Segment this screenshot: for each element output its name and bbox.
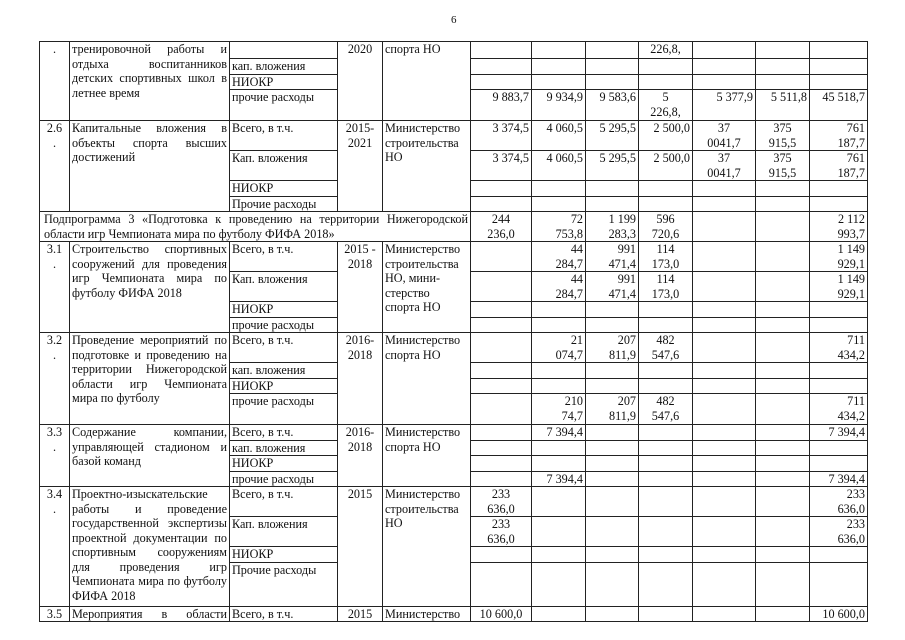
empty-cell — [756, 302, 810, 318]
expense-type — [230, 42, 338, 59]
empty-cell — [639, 181, 693, 197]
empty-cell — [756, 212, 810, 242]
empty-cell — [756, 562, 810, 606]
item-years: 2015 — [338, 487, 383, 607]
item-name: Проектно-изыскательские работы и проведение государственной экспертизы проектной документации по спортивным сооружениям для проведения игр Чемпионата мира по футболу ФИФА 2018 — [70, 487, 230, 607]
value-cell: 244 236,0 — [471, 212, 532, 242]
value-cell: 991 471,4 — [586, 242, 639, 272]
empty-cell — [586, 517, 639, 547]
empty-cell — [810, 74, 868, 90]
item-number: 3.1 . — [40, 242, 70, 333]
item-number: 3.2 . — [40, 333, 70, 425]
item-years: 2015 — [338, 606, 383, 622]
empty-cell — [532, 440, 586, 456]
empty-cell — [639, 440, 693, 456]
empty-cell — [532, 562, 586, 606]
empty-cell — [639, 59, 693, 75]
expense-type: Кап. вложения — [230, 151, 338, 181]
empty-cell — [532, 42, 586, 59]
empty-cell — [810, 317, 868, 333]
value-cell: 761 187,7 — [810, 151, 868, 181]
empty-cell — [471, 425, 532, 441]
empty-cell — [471, 440, 532, 456]
value-cell: 5 377,9 — [693, 90, 756, 121]
value-cell: 210 74,7 — [532, 394, 586, 425]
empty-cell — [756, 547, 810, 563]
item-years: 2016- 2018 — [338, 425, 383, 487]
item-number: . — [40, 42, 70, 121]
empty-cell — [586, 606, 639, 622]
empty-cell — [756, 487, 810, 517]
empty-cell — [471, 333, 532, 363]
item-executor: Министерство — [383, 606, 471, 622]
subprogram-title: Подпрограмма 3 «Подготовка к проведению на территории Нижегородской области игр Чемпионата мира по футболу ФИФА 2018» — [40, 212, 471, 242]
empty-cell — [639, 471, 693, 487]
value-cell: 4 060,5 — [532, 121, 586, 151]
empty-cell — [639, 606, 693, 622]
empty-cell — [471, 302, 532, 318]
empty-cell — [693, 425, 756, 441]
empty-cell — [471, 562, 532, 606]
empty-cell — [693, 333, 756, 363]
table-row — [40, 606, 868, 622]
empty-cell — [693, 42, 756, 59]
empty-cell — [693, 272, 756, 302]
empty-cell — [756, 272, 810, 302]
empty-cell — [471, 272, 532, 302]
expense-type: Кап. вложения — [230, 517, 338, 547]
empty-cell — [693, 181, 756, 197]
empty-cell — [586, 425, 639, 441]
empty-cell — [693, 363, 756, 379]
empty-cell — [810, 181, 868, 197]
empty-cell — [693, 547, 756, 563]
value-cell: 5 295,5 — [586, 121, 639, 151]
item-years: 2020 — [338, 42, 383, 121]
table-row — [40, 333, 868, 363]
item-years: 2015- 2021 — [338, 121, 383, 212]
value-cell: 114 173,0 — [639, 272, 693, 302]
empty-cell — [532, 59, 586, 75]
empty-cell — [471, 242, 532, 272]
empty-cell — [693, 378, 756, 394]
value-cell: 482 547,6 — [639, 333, 693, 363]
empty-cell — [586, 59, 639, 75]
expense-type: кап. вложения — [230, 440, 338, 456]
expense-type: Всего, в т.ч. — [230, 121, 338, 151]
empty-cell — [586, 378, 639, 394]
value-cell: 596 720,6 — [639, 212, 693, 242]
empty-cell — [586, 547, 639, 563]
empty-cell — [471, 471, 532, 487]
item-name: Мероприятия в области — [70, 606, 230, 622]
empty-cell — [810, 196, 868, 212]
item-name: Строительство спортивных сооружений для проведения игр Чемпионата мира по футболу ФИФА 2018 — [70, 242, 230, 333]
empty-cell — [756, 425, 810, 441]
value-cell: 375 915,5 — [756, 121, 810, 151]
item-executor: Министерство спорта НО — [383, 425, 471, 487]
program-table — [39, 41, 868, 622]
empty-cell — [639, 74, 693, 90]
empty-cell — [756, 181, 810, 197]
empty-cell — [810, 562, 868, 606]
empty-cell — [471, 196, 532, 212]
empty-cell — [586, 487, 639, 517]
empty-cell — [471, 547, 532, 563]
empty-cell — [586, 456, 639, 472]
expense-type: НИОКР — [230, 456, 338, 472]
empty-cell — [471, 363, 532, 379]
empty-cell — [532, 74, 586, 90]
value-cell: 711 434,2 — [810, 333, 868, 363]
empty-cell — [693, 487, 756, 517]
empty-cell — [756, 394, 810, 425]
table-row — [40, 242, 868, 272]
empty-cell — [586, 196, 639, 212]
value-cell: 114 173,0 — [639, 242, 693, 272]
value-cell: 1 149 929,1 — [810, 242, 868, 272]
empty-cell — [586, 181, 639, 197]
empty-cell — [639, 317, 693, 333]
table-row — [40, 121, 868, 151]
empty-cell — [586, 317, 639, 333]
empty-cell — [693, 317, 756, 333]
expense-type: прочие расходы — [230, 471, 338, 487]
empty-cell — [471, 59, 532, 75]
empty-cell — [693, 59, 756, 75]
item-number: 3.3 . — [40, 425, 70, 487]
empty-cell — [586, 42, 639, 59]
empty-cell — [532, 517, 586, 547]
empty-cell — [756, 456, 810, 472]
expense-type: Всего, в т.ч. — [230, 242, 338, 272]
empty-cell — [471, 317, 532, 333]
empty-cell — [586, 440, 639, 456]
expense-type: Прочие расходы — [230, 562, 338, 606]
expense-type: Всего, в т.ч. — [230, 333, 338, 363]
empty-cell — [756, 74, 810, 90]
value-cell: 10 600,0 — [810, 606, 868, 622]
empty-cell — [756, 363, 810, 379]
value-cell: 7 394,4 — [532, 471, 586, 487]
empty-cell — [532, 606, 586, 622]
empty-cell — [756, 606, 810, 622]
value-cell: 44 284,7 — [532, 272, 586, 302]
empty-cell — [810, 59, 868, 75]
item-name: Капитальные вложения в объекты спорта высших достижений — [70, 121, 230, 212]
empty-cell — [532, 363, 586, 379]
expense-type: НИОКР — [230, 547, 338, 563]
expense-type: НИОКР — [230, 74, 338, 90]
empty-cell — [756, 333, 810, 363]
expense-type: прочие расходы — [230, 394, 338, 425]
value-cell: 233 636,0 — [471, 517, 532, 547]
empty-cell — [532, 196, 586, 212]
value-cell: 711 434,2 — [810, 394, 868, 425]
page-number: 6 — [451, 14, 457, 26]
value-cell: 233 636,0 — [810, 517, 868, 547]
expense-type: НИОКР — [230, 302, 338, 318]
empty-cell — [810, 547, 868, 563]
empty-cell — [693, 212, 756, 242]
value-cell: 1 199 283,3 — [586, 212, 639, 242]
empty-cell — [639, 547, 693, 563]
item-name: Содержание компании, управляющей стадионом и базой команд — [70, 425, 230, 487]
value-cell: 482 547,6 — [639, 394, 693, 425]
empty-cell — [532, 317, 586, 333]
empty-cell — [756, 471, 810, 487]
value-cell: 44 284,7 — [532, 242, 586, 272]
empty-cell — [693, 440, 756, 456]
value-cell: 9 934,9 — [532, 90, 586, 121]
expense-type: кап. вложения — [230, 363, 338, 379]
empty-cell — [532, 456, 586, 472]
value-cell: 4 060,5 — [532, 151, 586, 181]
value-cell: 761 187,7 — [810, 121, 868, 151]
empty-cell — [693, 471, 756, 487]
expense-type: НИОКР — [230, 378, 338, 394]
empty-cell — [586, 562, 639, 606]
empty-cell — [586, 363, 639, 379]
empty-cell — [756, 378, 810, 394]
empty-cell — [693, 606, 756, 622]
empty-cell — [532, 181, 586, 197]
empty-cell — [639, 456, 693, 472]
empty-cell — [810, 378, 868, 394]
empty-cell — [756, 42, 810, 59]
table-row — [40, 425, 868, 441]
value-cell: 3 374,5 — [471, 151, 532, 181]
empty-cell — [639, 425, 693, 441]
item-executor: Министерство строительства НО, мини- стерство спорта НО — [383, 242, 471, 333]
empty-cell — [586, 471, 639, 487]
empty-cell — [586, 302, 639, 318]
item-years: 2016- 2018 — [338, 333, 383, 425]
empty-cell — [471, 378, 532, 394]
empty-cell — [693, 456, 756, 472]
expense-type: кап. вложения — [230, 59, 338, 75]
value-cell: 5 511,8 — [756, 90, 810, 121]
value-cell: 226,8, — [639, 42, 693, 59]
value-cell: 21 074,7 — [532, 333, 586, 363]
value-cell: 72 753,8 — [532, 212, 586, 242]
value-cell: 37 0041,7 — [693, 151, 756, 181]
value-cell: 3 374,5 — [471, 121, 532, 151]
empty-cell — [810, 302, 868, 318]
empty-cell — [471, 74, 532, 90]
value-cell: 7 394,4 — [810, 471, 868, 487]
expense-type: Прочие расходы — [230, 196, 338, 212]
empty-cell — [693, 196, 756, 212]
expense-type: Всего, в т.ч. — [230, 425, 338, 441]
empty-cell — [471, 42, 532, 59]
empty-cell — [639, 196, 693, 212]
empty-cell — [586, 74, 639, 90]
empty-cell — [471, 394, 532, 425]
value-cell: 37 0041,7 — [693, 121, 756, 151]
empty-cell — [693, 517, 756, 547]
value-cell: 207 811,9 — [586, 394, 639, 425]
empty-cell — [693, 74, 756, 90]
expense-type: Всего, в т.ч. — [230, 606, 338, 622]
value-cell: 1 149 929,1 — [810, 272, 868, 302]
empty-cell — [639, 363, 693, 379]
value-cell: 2 112 993,7 — [810, 212, 868, 242]
empty-cell — [756, 242, 810, 272]
item-years: 2015 - 2018 — [338, 242, 383, 333]
empty-cell — [532, 547, 586, 563]
empty-cell — [639, 487, 693, 517]
value-cell: 7 394,4 — [810, 425, 868, 441]
empty-cell — [532, 487, 586, 517]
expense-type: Всего, в т.ч. — [230, 487, 338, 517]
value-cell: 2 500,0 — [639, 121, 693, 151]
empty-cell — [693, 242, 756, 272]
value-cell: 233 636,0 — [471, 487, 532, 517]
empty-cell — [756, 59, 810, 75]
value-cell: 2 500,0 — [639, 151, 693, 181]
item-executor: Министерство строительства НО — [383, 487, 471, 607]
empty-cell — [810, 456, 868, 472]
item-executor: Министерство строительства НО — [383, 121, 471, 212]
empty-cell — [532, 302, 586, 318]
value-cell: 991 471,4 — [586, 272, 639, 302]
subprogram-row — [40, 212, 868, 242]
empty-cell — [756, 440, 810, 456]
empty-cell — [756, 517, 810, 547]
empty-cell — [756, 196, 810, 212]
empty-cell — [810, 363, 868, 379]
value-cell: 5 295,5 — [586, 151, 639, 181]
value-cell: 9 883,7 — [471, 90, 532, 121]
expense-type: прочие расходы — [230, 90, 338, 121]
table-row — [40, 42, 868, 59]
empty-cell — [532, 378, 586, 394]
item-name: Проведение мероприятий по подготовке и проведению на территории Нижегородской области игр Чемпионата мира по футболу — [70, 333, 230, 425]
empty-cell — [639, 378, 693, 394]
empty-cell — [693, 302, 756, 318]
empty-cell — [639, 302, 693, 318]
value-cell: 375 915,5 — [756, 151, 810, 181]
expense-type: НИОКР — [230, 181, 338, 197]
item-number: 3.5 — [40, 606, 70, 622]
empty-cell — [810, 42, 868, 59]
value-cell: 9 583,6 — [586, 90, 639, 121]
item-number: 2.6 . — [40, 121, 70, 212]
item-number: 3.4 . — [40, 487, 70, 607]
empty-cell — [810, 440, 868, 456]
empty-cell — [693, 394, 756, 425]
item-name: тренировочной работы и отдыха воспитанников детских спортивных школ в летнее время — [70, 42, 230, 121]
empty-cell — [756, 317, 810, 333]
value-cell: 207 811,9 — [586, 333, 639, 363]
value-cell: 45 518,7 — [810, 90, 868, 121]
expense-type: Кап. вложения — [230, 272, 338, 302]
table-row — [40, 487, 868, 517]
item-executor: Министерство спорта НО — [383, 333, 471, 425]
value-cell: 10 600,0 — [471, 606, 532, 622]
item-executor: спорта НО — [383, 42, 471, 121]
empty-cell — [693, 562, 756, 606]
empty-cell — [471, 181, 532, 197]
expense-type: прочие расходы — [230, 317, 338, 333]
empty-cell — [639, 517, 693, 547]
value-cell: 7 394,4 — [532, 425, 586, 441]
empty-cell — [639, 562, 693, 606]
empty-cell — [471, 456, 532, 472]
value-cell: 5 226,8, — [639, 90, 693, 121]
value-cell: 233 636,0 — [810, 487, 868, 517]
